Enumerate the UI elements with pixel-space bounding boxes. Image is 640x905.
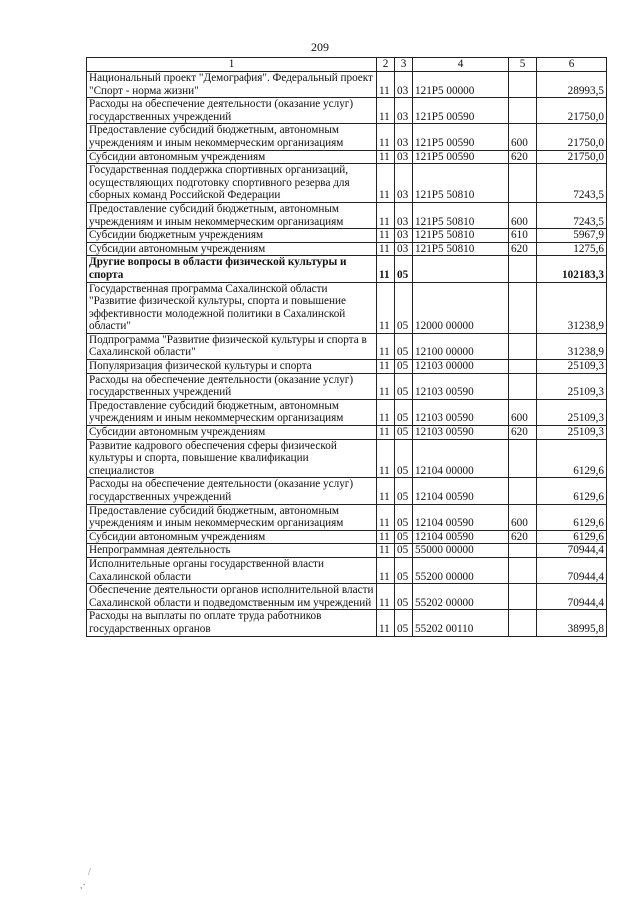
cell-pr: 05 [395, 373, 413, 399]
cell-pr: 05 [395, 256, 413, 282]
cell-vr [509, 72, 537, 98]
cell-pr: 05 [395, 478, 413, 504]
cell-sum: 6129,6 [537, 439, 607, 478]
cell-pr: 05 [395, 584, 413, 610]
cell-rz: 11 [377, 544, 395, 558]
cell-name: Развитие кадрового обеспечения сферы физической культуры и спорта, повышение квалификации специалистов [87, 439, 377, 478]
cell-vr: 600 [509, 124, 537, 150]
cell-rz: 11 [377, 256, 395, 282]
cell-csr: 12103 00590 [413, 373, 509, 399]
table-row [87, 544, 607, 558]
cell-csr [413, 256, 509, 282]
cell-sum: 6129,6 [537, 504, 607, 530]
cell-csr: 12000 00000 [413, 282, 509, 333]
cell-rz: 11 [377, 202, 395, 228]
cell-sum: 25109,3 [537, 373, 607, 399]
cell-vr [509, 584, 537, 610]
cell-rz: 11 [377, 399, 395, 425]
cell-sum: 102183,3 [537, 256, 607, 282]
cell-name: Расходы на обеспечение деятельности (оказание услуг) государственных учреждений [87, 98, 377, 124]
cell-rz: 11 [377, 360, 395, 374]
cell-csr: 121P5 50810 [413, 164, 509, 203]
cell-rz: 11 [377, 242, 395, 256]
table-row [87, 504, 607, 530]
cell-vr [509, 333, 537, 359]
header-cell: 3 [395, 58, 413, 72]
cell-sum: 6129,6 [537, 530, 607, 544]
table-body [87, 72, 607, 637]
cell-sum: 70944,4 [537, 584, 607, 610]
cell-vr: 600 [509, 399, 537, 425]
header-cell: 2 [377, 58, 395, 72]
cell-pr: 05 [395, 282, 413, 333]
cell-rz: 11 [377, 478, 395, 504]
table-row [87, 282, 607, 333]
cell-pr: 03 [395, 124, 413, 150]
header-cell: 5 [509, 58, 537, 72]
cell-name: Расходы на обеспечение деятельности (оказание услуг) государственных учреждений [87, 478, 377, 504]
table-row [87, 478, 607, 504]
table-row [87, 202, 607, 228]
cell-vr [509, 360, 537, 374]
cell-pr: 05 [395, 426, 413, 440]
header-cell: 1 [87, 58, 377, 72]
cell-csr: 55000 00000 [413, 544, 509, 558]
cell-name: Государственная программа Сахалинской области "Развитие физической культуры, спорта и повышение эффективности молодежной политики в Сахалинской области" [87, 282, 377, 333]
cell-pr: 05 [395, 439, 413, 478]
cell-csr: 12104 00590 [413, 530, 509, 544]
cell-csr: 12104 00590 [413, 478, 509, 504]
cell-rz: 11 [377, 333, 395, 359]
cell-name: Субсидии автономным учреждениям [87, 242, 377, 256]
table-row [87, 242, 607, 256]
cell-rz: 11 [377, 164, 395, 203]
cell-csr: 55202 00110 [413, 610, 509, 636]
cell-vr: 600 [509, 504, 537, 530]
cell-name: Исполнительные органы государственной власти Сахалинской области [87, 557, 377, 583]
cell-pr: 03 [395, 98, 413, 124]
cell-name: Государственная поддержка спортивных организаций, осуществляющих подготовку спортивного резерва для сборных команд Российской Федерации [87, 164, 377, 203]
cell-pr: 03 [395, 72, 413, 98]
cell-pr: 05 [395, 557, 413, 583]
cell-csr: 12103 00590 [413, 399, 509, 425]
cell-rz: 11 [377, 610, 395, 636]
cell-rz: 11 [377, 504, 395, 530]
cell-name: Обеспечение деятельности органов исполнительной власти Сахалинской области и подведомственным им учреждений [87, 584, 377, 610]
table-row [87, 360, 607, 374]
cell-rz: 11 [377, 439, 395, 478]
cell-vr: 600 [509, 202, 537, 228]
cell-csr: 12104 00590 [413, 504, 509, 530]
cell-name: Непрограммная деятельность [87, 544, 377, 558]
cell-vr [509, 610, 537, 636]
cell-vr [509, 557, 537, 583]
cell-sum: 31238,9 [537, 282, 607, 333]
cell-name: Другие вопросы в области физической культуры и спорта [87, 256, 377, 282]
cell-sum: 25109,3 [537, 360, 607, 374]
table-row [87, 373, 607, 399]
cell-pr: 05 [395, 544, 413, 558]
cell-sum: 1275,6 [537, 242, 607, 256]
cell-name: Расходы на выплаты по оплате труда работников государственных органов [87, 610, 377, 636]
budget-table [86, 57, 607, 637]
page-number: 209 [311, 40, 329, 54]
table-row [87, 72, 607, 98]
cell-csr: 121P5 50810 [413, 202, 509, 228]
cell-rz: 11 [377, 229, 395, 243]
table-row [87, 256, 607, 282]
cell-name: Национальный проект "Демография". Федеральный проект "Спорт - норма жизни" [87, 72, 377, 98]
cell-csr: 12100 00000 [413, 333, 509, 359]
cell-sum: 21750,0 [537, 150, 607, 164]
cell-name: Популяризация физической культуры и спорта [87, 360, 377, 374]
cell-pr: 03 [395, 150, 413, 164]
cell-vr: 620 [509, 242, 537, 256]
table-row [87, 399, 607, 425]
cell-rz: 11 [377, 150, 395, 164]
margin-mark: ,· [80, 880, 86, 891]
cell-vr [509, 373, 537, 399]
cell-vr: 620 [509, 426, 537, 440]
cell-vr: 610 [509, 229, 537, 243]
cell-sum: 70944,4 [537, 544, 607, 558]
cell-sum: 21750,0 [537, 98, 607, 124]
cell-sum: 38995,8 [537, 610, 607, 636]
table-row [87, 426, 607, 440]
cell-name: Предоставление субсидий бюджетным, автономным учреждениям и иным некоммерческим организациям [87, 399, 377, 425]
cell-sum: 6129,6 [537, 478, 607, 504]
cell-pr: 05 [395, 504, 413, 530]
cell-pr: 03 [395, 229, 413, 243]
cell-rz: 11 [377, 124, 395, 150]
cell-rz: 11 [377, 584, 395, 610]
cell-sum: 5967,9 [537, 229, 607, 243]
cell-csr: 121P5 00590 [413, 150, 509, 164]
table-row [87, 229, 607, 243]
cell-name: Подпрограмма "Развитие физической культуры и спорта в Сахалинской области" [87, 333, 377, 359]
table-row [87, 164, 607, 203]
table-row [87, 439, 607, 478]
table-row [87, 124, 607, 150]
cell-pr: 05 [395, 360, 413, 374]
cell-vr [509, 478, 537, 504]
cell-csr: 55200 00000 [413, 557, 509, 583]
header-cell: 4 [413, 58, 509, 72]
cell-csr: 121P5 00590 [413, 98, 509, 124]
cell-rz: 11 [377, 98, 395, 124]
cell-vr [509, 164, 537, 203]
cell-pr: 03 [395, 164, 413, 203]
cell-rz: 11 [377, 426, 395, 440]
cell-vr: 620 [509, 150, 537, 164]
cell-csr: 121P5 00000 [413, 72, 509, 98]
cell-sum: 21750,0 [537, 124, 607, 150]
cell-pr: 05 [395, 530, 413, 544]
cell-csr: 12104 00000 [413, 439, 509, 478]
table-row [87, 530, 607, 544]
cell-name: Субсидии автономным учреждениям [87, 530, 377, 544]
cell-vr [509, 256, 537, 282]
cell-csr: 12103 00000 [413, 360, 509, 374]
cell-name: Субсидии автономным учреждениям [87, 426, 377, 440]
cell-rz: 11 [377, 282, 395, 333]
cell-name: Предоставление субсидий бюджетным, автономным учреждениям и иным некоммерческим организациям [87, 124, 377, 150]
cell-sum: 31238,9 [537, 333, 607, 359]
cell-rz: 11 [377, 530, 395, 544]
cell-csr: 12103 00590 [413, 426, 509, 440]
cell-pr: 05 [395, 399, 413, 425]
cell-csr: 121P5 50810 [413, 229, 509, 243]
cell-name: Предоставление субсидий бюджетным, автономным учреждениям и иным некоммерческим организациям [87, 202, 377, 228]
cell-rz: 11 [377, 373, 395, 399]
cell-sum: 7243,5 [537, 164, 607, 203]
cell-vr [509, 544, 537, 558]
header-cell: 6 [537, 58, 607, 72]
cell-sum: 70944,4 [537, 557, 607, 583]
cell-csr: 121P5 00590 [413, 124, 509, 150]
cell-sum: 28993,5 [537, 72, 607, 98]
cell-pr: 03 [395, 242, 413, 256]
cell-sum: 25109,3 [537, 399, 607, 425]
cell-name: Субсидии бюджетным учреждениям [87, 229, 377, 243]
cell-rz: 11 [377, 72, 395, 98]
cell-pr: 05 [395, 610, 413, 636]
cell-pr: 03 [395, 202, 413, 228]
cell-sum: 25109,3 [537, 426, 607, 440]
cell-name: Предоставление субсидий бюджетным, автономным учреждениям и иным некоммерческим организациям [87, 504, 377, 530]
cell-vr: 620 [509, 530, 537, 544]
table-row [87, 98, 607, 124]
cell-name: Расходы на обеспечение деятельности (оказание услуг) государственных учреждений [87, 373, 377, 399]
table-row [87, 557, 607, 583]
cell-name: Субсидии автономным учреждениям [87, 150, 377, 164]
cell-vr [509, 98, 537, 124]
table-row [87, 333, 607, 359]
table-row [87, 150, 607, 164]
cell-vr [509, 282, 537, 333]
table-row [87, 584, 607, 610]
table-row [87, 610, 607, 636]
cell-vr [509, 439, 537, 478]
cell-sum: 7243,5 [537, 202, 607, 228]
cell-pr: 05 [395, 333, 413, 359]
cell-csr: 55202 00000 [413, 584, 509, 610]
margin-mark: / [88, 867, 91, 878]
header-row [87, 58, 607, 72]
cell-csr: 121P5 50810 [413, 242, 509, 256]
cell-rz: 11 [377, 557, 395, 583]
